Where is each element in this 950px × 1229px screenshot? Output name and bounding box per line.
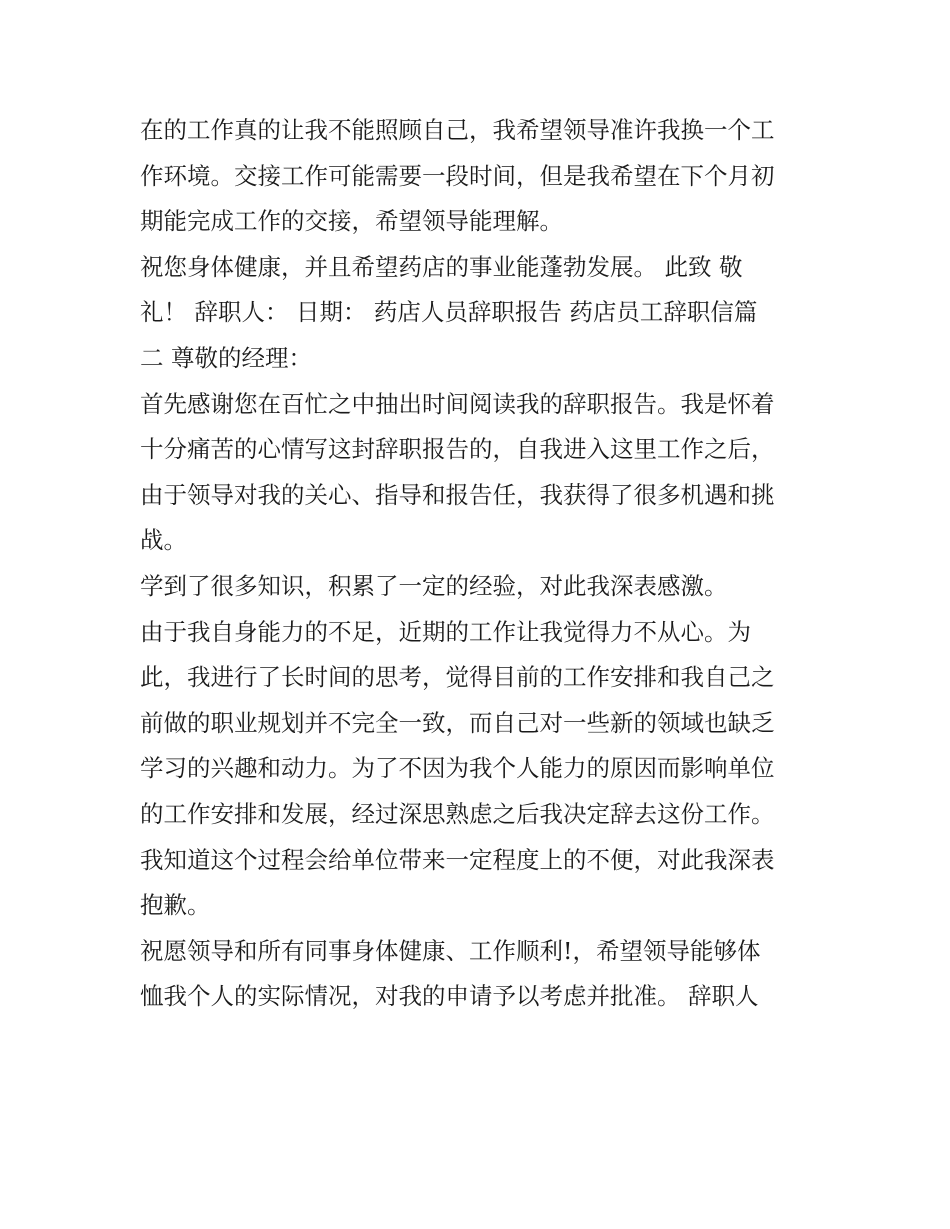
text-line-16: 的工作安排和发展，经过深思熟虑之后我决定辞去这份工作。: [140, 799, 775, 828]
text-line-11: 学到了很多知识，积累了一定的经验，对此我深表感激。: [140, 571, 728, 600]
text-line-19: 祝愿领导和所有同事身体健康、工作顺利!，希望领导能够体: [140, 936, 761, 965]
document-body: [140, 108, 820, 1020]
text-line-5: 礼！ 辞职人： 日期： 药店人员辞职报告 药店员工辞职信篇: [140, 298, 758, 327]
text-line-14: 前做的职业规划并不完全一致，而自己对一些新的领域也缺乏: [140, 708, 775, 737]
text-line-12: 由于我自身能力的不足，近期的工作让我觉得力不从心。为: [140, 617, 751, 646]
text-line-2: 作环境。交接工作可能需要一段时间，但是我希望在下个月初: [140, 161, 775, 190]
text-line-7: 首先感谢您在百忙之中抽出时间阅读我的辞职报告。我是怀着: [140, 389, 775, 418]
text-line-15: 学习的兴趣和动力。为了不因为我个人能力的原因而影响单位: [140, 754, 775, 783]
text-line-6: 二 尊敬的经理：: [140, 343, 312, 372]
text-line-8: 十分痛苦的心情写这封辞职报告的，自我进入这里工作之后，: [140, 435, 775, 464]
text-line-18: 抱歉。: [140, 891, 211, 920]
text-line-9: 由于领导对我的关心、指导和报告任，我获得了很多机遇和挑: [140, 480, 775, 509]
text-line-1: 在的工作真的让我不能照顾自己，我希望领导准许我换一个工: [140, 116, 775, 144]
text-line-4: 祝您身体健康，并且希望药店的事业能蓬勃发展。 此致 敬: [140, 252, 743, 281]
text-line-3: 期能完成工作的交接，希望领导能理解。: [140, 207, 563, 236]
text-line-17: 我知道这个过程会给单位带来一定程度上的不便，对此我深表: [140, 845, 775, 874]
text-line-10: 战。: [140, 526, 187, 555]
text-line-20: 恤我个人的实际情况，对我的申请予以考虑并批准。 辞职人: [140, 982, 759, 1011]
text-line-13: 此，我进行了长时间的思考，觉得目前的工作安排和我自己之: [140, 663, 775, 692]
